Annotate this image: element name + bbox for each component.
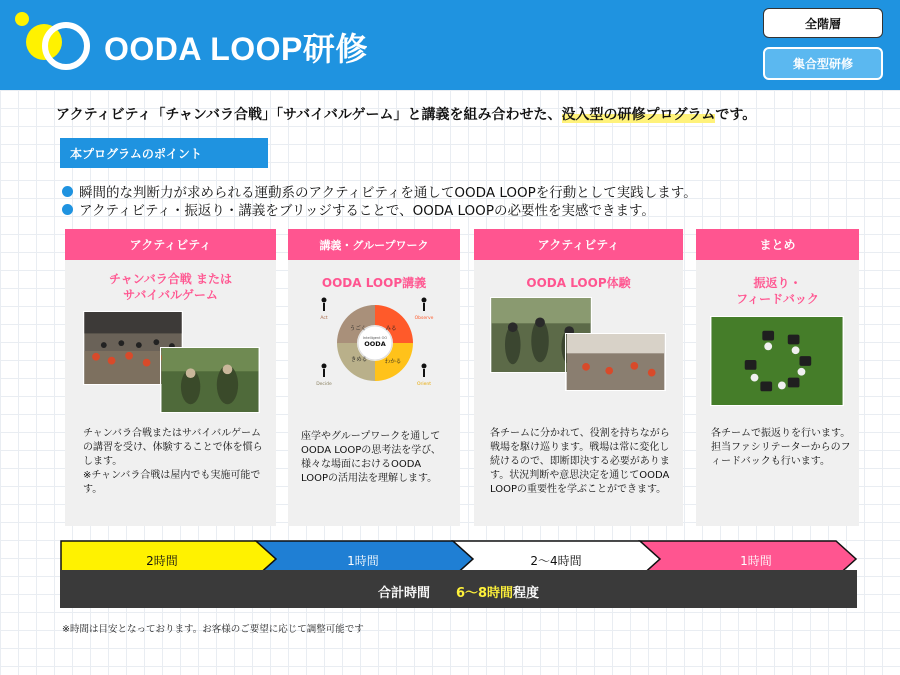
card-summary (696, 229, 859, 526)
diagram-label-observe: Observe (414, 316, 434, 321)
diagram-label-decide: Decide (316, 382, 332, 387)
diagram-center: OODA (364, 340, 386, 348)
card-body: 各チームで振返りを行います。担当ファシリテーターからのフィードバックも行います。 (711, 428, 851, 467)
card-subtitle-line: OODA LOOP体験 (526, 276, 631, 290)
diagram-segment: うごく (349, 326, 367, 332)
card-subtitle-line: OODA LOOP講義 (321, 276, 427, 290)
footnote: ※時間は目安となっております。お客様のご要望に応じて調整可能です (62, 624, 364, 635)
point-text: 瞬間的な判断力が求められる運動系のアクティビティを通してOODA LOOPを行動として実践します。 (79, 185, 697, 201)
page-title: OODA LOOP研修 (104, 31, 368, 67)
card-header: アクティビティ (474, 229, 683, 260)
ooda-experience-photo-2 (565, 333, 666, 391)
diagram-label-orient: Orient (416, 382, 432, 387)
lead-text-after: です。 (715, 107, 757, 123)
timeline-label: 2時間 (146, 554, 178, 568)
bullet-icon (62, 186, 73, 197)
total-suffix: 程度 (513, 585, 540, 601)
card-header: 講義・グループワーク (288, 229, 460, 260)
card-header: アクティビティ (65, 229, 276, 260)
feedback-photo (710, 316, 844, 406)
ooda-loop-diagram (312, 293, 438, 393)
card-lecture (288, 229, 460, 526)
diagram-segment: わかる (384, 359, 402, 365)
timeline-label: 1時間 (740, 554, 772, 568)
card-subtitle (65, 271, 276, 303)
lead-text (56, 104, 756, 124)
card-body: チャンバラ合戦またはサバイバルゲームの講習を受け、体験することで体を慣らします。 ※チャンバラ合戦は屋内でも実施可能です。 (83, 428, 263, 495)
logo-icon (14, 10, 94, 74)
point-text: アクティビティ・振返り・講義をブリッジすることで、OODA LOOPの必要性を実感できます。 (79, 203, 655, 219)
format-tag: 集合型研修 (763, 47, 883, 80)
card-body: 座学やグループワークを通してOODA LOOPの思考法を学び、様々な場面におけるOODA LOOPの活用法を理解します。 (301, 431, 441, 484)
timeline-label: 2〜4時間 (530, 554, 582, 568)
diagram-segment: みる (385, 326, 397, 332)
card-activity-2 (474, 229, 683, 526)
total-hours: 6〜8時間 (455, 585, 514, 601)
card-activity-1 (65, 229, 276, 526)
diagram-segment: きめる (350, 357, 368, 363)
total-time-bar (60, 570, 857, 608)
card-header: まとめ (696, 229, 859, 260)
card-subtitle-line: フィードバック (736, 292, 819, 306)
diagram-label-act: Act (320, 316, 328, 321)
card-subtitle (474, 275, 683, 291)
list-item (62, 182, 697, 200)
list-item (62, 200, 697, 218)
card-body: 各チームに分かれて、役割を持ちながら戦場を駆け巡ります。戦場は常に変化し続けるので、即断即決する必要があります。状況判断や意思決定を通じてOODA LOOPの重要性を学ぶことができます。 (490, 428, 670, 495)
lead-text-before: アクティビティ「チャンバラ合戦」「サバイバルゲーム」と講義を組み合わせた、 (56, 107, 562, 123)
card-subtitle-line: 振返り・ (753, 276, 802, 290)
survival-game-photo (160, 347, 260, 413)
card-subtitle-line: サバイバルゲーム (123, 288, 218, 302)
lead-highlight: 没入型の研修プログラム (561, 107, 716, 123)
total-label: 合計時間 (377, 585, 430, 601)
card-subtitle (696, 275, 859, 307)
level-tag: 全階層 (763, 8, 883, 38)
points-badge: 本プログラムのポイント (60, 138, 268, 168)
timeline-label: 1時間 (347, 554, 379, 568)
diagram-center-small: Intelligent OO (362, 336, 388, 340)
card-subtitle-line: チャンバラ合戦 または (109, 272, 232, 286)
card-subtitle (288, 275, 460, 291)
points-list (62, 182, 697, 218)
bullet-icon (62, 204, 73, 215)
